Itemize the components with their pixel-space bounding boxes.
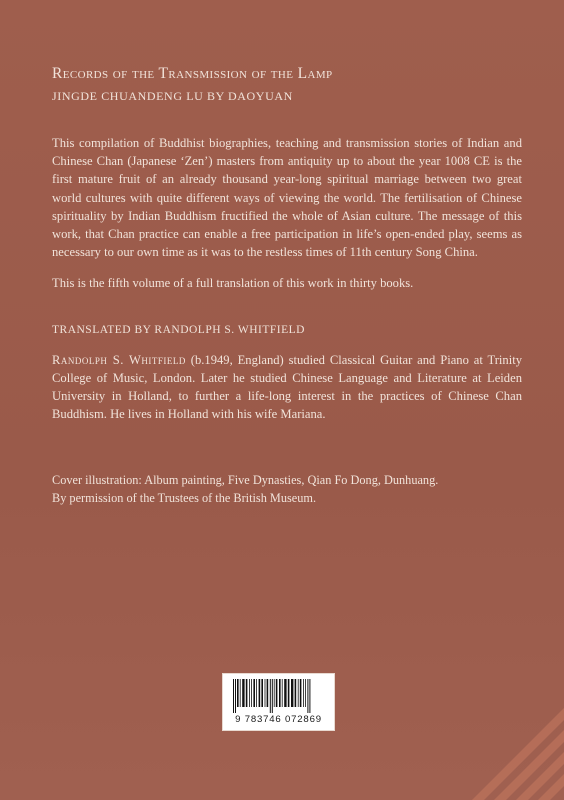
book-subtitle: JINGDE CHUANDENG LU BY DAOYUAN bbox=[52, 89, 293, 103]
isbn-barcode bbox=[222, 673, 335, 731]
barcode-bar bbox=[274, 679, 275, 707]
barcode-bar bbox=[279, 679, 281, 707]
barcode-bar bbox=[249, 679, 250, 707]
barcode-bar bbox=[242, 679, 244, 707]
barcode-bar bbox=[272, 679, 273, 713]
barcode-bar bbox=[233, 679, 234, 713]
barcode-bar bbox=[303, 679, 304, 707]
barcode-bar bbox=[309, 679, 310, 713]
barcode-bar bbox=[270, 679, 271, 713]
cover-credit-line-1: Cover illustration: Album painting, Five Dynasties, Qian Fo Dong, Dunhuang. bbox=[52, 473, 439, 488]
barcode-bar bbox=[246, 679, 248, 707]
translator-bio bbox=[52, 351, 522, 424]
barcode-bar bbox=[305, 679, 306, 707]
barcode-bar bbox=[300, 679, 302, 707]
barcode-bars bbox=[231, 679, 326, 713]
barcode-bar bbox=[235, 679, 236, 713]
translator-bio-text: (b.1949, England) studied Classical Guitar and Piano at Trinity College of Music, London. Later he studied Chinese Language and Literature at Leiden University in Holland, to further a life-long interest in the practices of Chinese Chan Buddhism. He lives in Holland with his wife Mariana. bbox=[52, 352, 522, 422]
barcode-bar bbox=[253, 679, 255, 707]
translator-name: Randolph S. Whitfield bbox=[52, 352, 186, 367]
book-description: This compilation of Buddhist biographies, teaching and transmission stories of Indian and Chinese Chan (Japanese ‘Zen’) masters from antiquity up to about the year 1008 CE is the first mature fruit of an already thousand year-long spiritual marriage between two great world cultures with quite different ways of viewing the world. The fertilisation of Chinese spirituality by Indian Buddhism fructified the whole of Asian culture. The message of this work, that Chan practice can enable a free participation in life’s open-ended play, seems as necessary to our own time as it was to the restless times of 11th century Song China. bbox=[52, 136, 522, 260]
barcode-bar bbox=[284, 679, 286, 707]
barcode-number: 9 783746 072869 bbox=[235, 714, 322, 725]
barcode-bar bbox=[276, 679, 278, 707]
barcode-bar bbox=[256, 679, 257, 707]
barcode-bar bbox=[261, 679, 263, 707]
barcode-bar bbox=[307, 679, 308, 713]
cover-credit bbox=[52, 471, 522, 507]
book-title: Records of the Transmission of the Lamp bbox=[52, 65, 333, 82]
barcode-bar bbox=[295, 679, 297, 707]
barcode-bar bbox=[259, 679, 261, 707]
translator-heading: TRANSLATED BY RANDOLPH S. WHITFIELD bbox=[52, 323, 305, 336]
barcode-bar bbox=[267, 679, 269, 707]
barcode-bar bbox=[251, 679, 252, 707]
barcode-bar bbox=[288, 679, 290, 707]
cover-credit-line-2: By permission of the Trustees of the British Museum. bbox=[52, 491, 317, 506]
barcode-bar bbox=[291, 679, 293, 707]
volume-note: This is the fifth volume of a full translation of this work in thirty books. bbox=[52, 276, 414, 291]
barcode-bar bbox=[282, 679, 283, 707]
barcode-bar bbox=[240, 679, 241, 707]
barcode-bar bbox=[237, 679, 239, 707]
barcode-bar bbox=[265, 679, 266, 707]
cover-text-block bbox=[52, 64, 522, 507]
decorative-stripes bbox=[434, 680, 564, 800]
barcode-bar bbox=[298, 679, 299, 707]
